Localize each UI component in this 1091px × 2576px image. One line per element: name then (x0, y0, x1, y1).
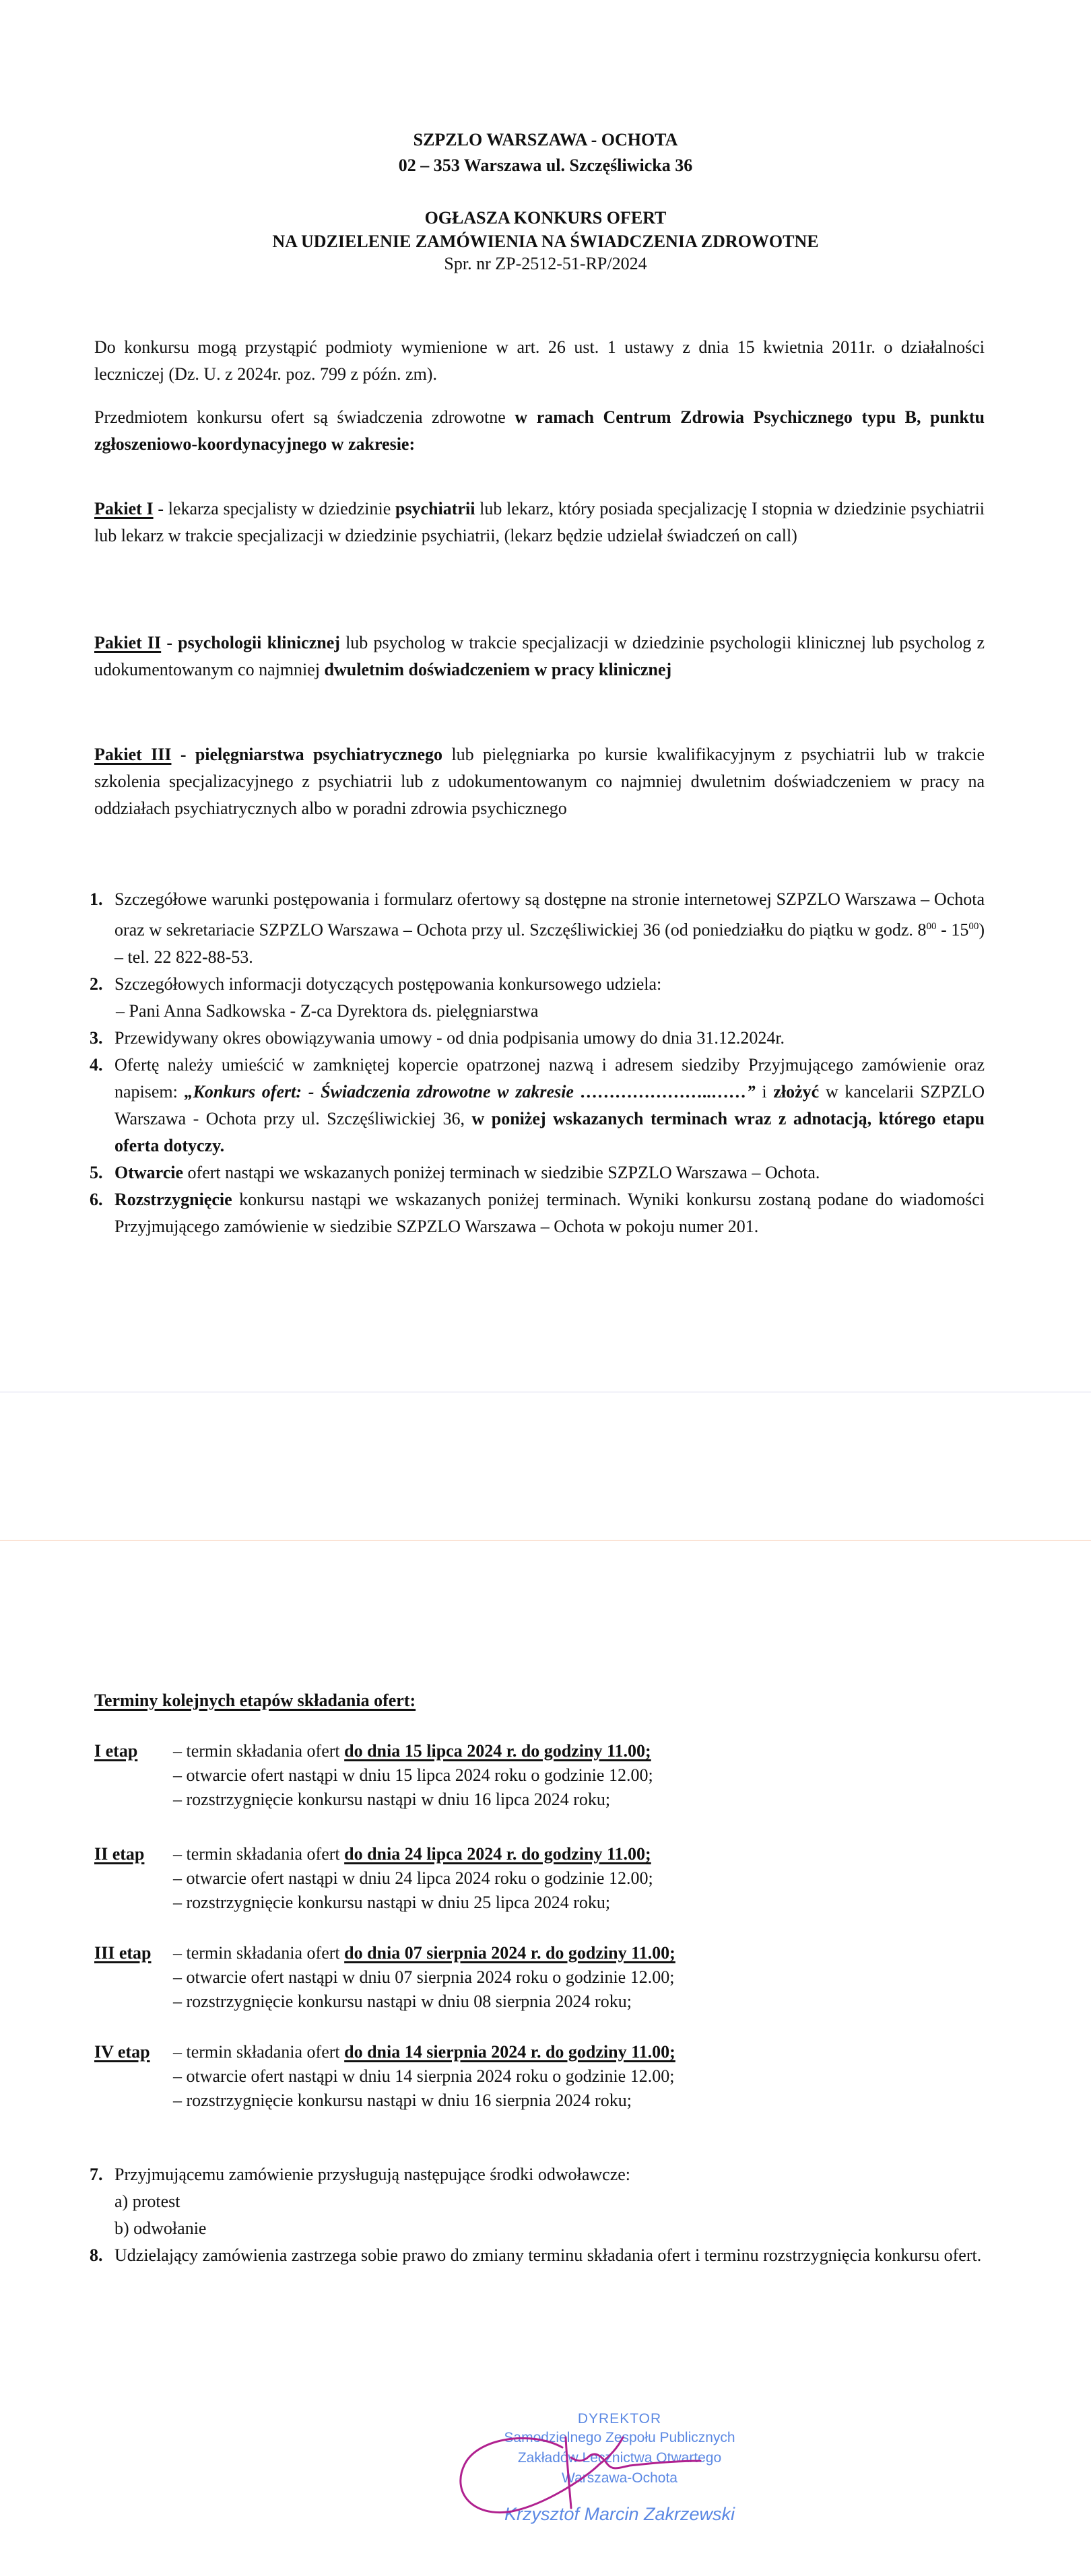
condition-6 (90, 1186, 985, 1240)
submission-deadline: do dnia 24 lipca 2024 r. do godziny 11.00; (344, 1844, 651, 1864)
package-2-separator: - (161, 633, 178, 652)
condition-number: 2. (90, 974, 103, 994)
package-1-text: lekarza specjalisty w dziedzinie (168, 499, 395, 518)
condition-text: Ofertę należy umieścić w zamkniętej kopercie opatrzonej nazwą i adresem siedziby Przyjmującego zamówienie oraz napisem: (114, 1054, 985, 1101)
condition-text: Przyjmującemu zamówienie przysługują następujące środki odwoławcze: (114, 2165, 631, 2184)
condition-7 (90, 2161, 985, 2242)
condition-number: 5. (90, 1162, 103, 1182)
appeal-option-appeal: b) odwołanie (114, 2218, 207, 2238)
stage-3 (94, 1941, 985, 2014)
condition-8 (90, 2242, 985, 2269)
package-1-specialty: psychiatrii (395, 499, 475, 518)
stamp-title: DYREKTOR (577, 2411, 662, 2427)
stamp-line: Warszawa-Ochota (562, 2470, 677, 2486)
stamp-line: Zakładów Lecznictwa Otwartego (517, 2450, 722, 2466)
condition-number: 6. (90, 1189, 103, 1209)
condition-text: - 15 (936, 920, 969, 940)
stage-label: II etap (94, 1844, 145, 1864)
case-number: Spr. nr ZP-2512-51-RP/2024 (444, 254, 647, 273)
condition-number: 7. (90, 2165, 103, 2184)
condition-number: 3. (90, 1027, 103, 1048)
condition-text: Udzielający zamówienia zastrzega sobie prawo do zmiany terminu składania ofert i terminu rozstrzygnięcia konkursu ofert. (114, 2245, 982, 2265)
hour-superscript: 00 (968, 921, 979, 932)
condition-number: 4. (90, 1054, 103, 1075)
announcement-title: OGŁASZA KONKURS OFERT (424, 208, 667, 228)
condition-1 (90, 886, 985, 971)
package-3-label: Pakiet III (94, 745, 172, 764)
condition-3 (90, 1025, 985, 1052)
organization-address: 02 – 353 Warszawa ul. Szczęśliwicka 36 (398, 156, 693, 175)
condition-4 (90, 1052, 985, 1159)
hour-superscript: 00 (926, 921, 937, 932)
package-3-specialty: pielęgniarstwa psychiatrycznego (195, 745, 443, 764)
package-2-experience: dwuletnim doświadczeniem w pracy klinicznej (324, 660, 672, 679)
subject-scope: w ramach Centrum Zdrowia Psychicznego typu B, punktu zgłoszeniowo-koordynacyjnego w zakresie: (94, 407, 985, 454)
stage-label: I etap (94, 1741, 138, 1761)
condition-5 (90, 1159, 985, 1186)
subject-text: Przedmiotem konkursu ofert są świadczenia zdrowotne (94, 407, 515, 427)
stage-label: III etap (94, 1943, 152, 1963)
submission-deadline: do dnia 14 sierpnia 2024 r. do godziny 11.00; (344, 2042, 675, 2062)
submission-note: w poniżej wskazanych terminach wraz z adnotacją, którego etapu oferta dotyczy. (114, 1108, 985, 1155)
contact-person: – Pani Anna Sadkowska - Z-ca Dyrektora ds. pielęgniarstwa (116, 1001, 539, 1021)
stamp-line: Samodzielnego Zespołu Publicznych (504, 2430, 735, 2445)
condition-text: ) – tel. 22 822-88-53. (114, 920, 985, 967)
opening-date: – otwarcie ofert nastąpi w dniu 15 lipca 2024 roku o godzinie 12.00; (173, 1765, 653, 1785)
package-3 (94, 741, 985, 822)
condition-keyword: Rozstrzygnięcie (114, 1189, 232, 1209)
subject-paragraph (94, 404, 985, 458)
stage-1 (94, 1739, 985, 1812)
stage-4 (94, 2040, 985, 2113)
stage-label: IV etap (94, 2042, 150, 2062)
condition-keyword: Otwarcie (114, 1162, 184, 1182)
condition-text: Szczegółowe warunki postępowania i formularz ofertowy są dostępne na stronie internetowej SZPZLO Warszawa – Ochota oraz w sekretariacie SZPZLO Warszawa – Ochota przy ul. Szczęśliwickiej 36 (od poniedziałku do piątku w godz. 8 (114, 889, 985, 940)
package-1-separator: - (153, 499, 168, 518)
submit-verb: złożyć (773, 1081, 820, 1101)
final-conditions-list (90, 2161, 985, 2269)
schedule-heading-text: Terminy kolejnych etapów składania ofert: (94, 1691, 416, 1710)
opening-date: – otwarcie ofert nastąpi w dniu 07 sierpnia 2024 roku o godzinie 12.00; (173, 1967, 675, 1987)
condition-text: i (755, 1081, 774, 1101)
submission-deadline: do dnia 07 sierpnia 2024 r. do godziny 11.00; (344, 1943, 675, 1963)
submission-prefix: – termin składania ofert (173, 1844, 345, 1864)
resolution-date: – rozstrzygnięcie konkursu nastąpi w dniu 16 lipca 2024 roku; (173, 1790, 611, 1809)
appeal-option-protest: a) protest (114, 2192, 180, 2211)
package-3-text: lub pielęgniarka po kursie kwalifikacyjnym z psychiatrii lub w trakcie szkolenia specjalizacyjnego z psychiatrii lub z udokumentowanym co najmniej dwuletnim doświadczeniem w pracy na oddziałach psychiatrycznych albo w poradni zdrowia psychicznego (94, 745, 985, 818)
package-3-separator: - (171, 745, 195, 764)
stamp-signatory: Krzysztof Marcin Zakrzewski (504, 2504, 735, 2524)
submission-deadline: do dnia 15 lipca 2024 r. do godziny 11.00; (344, 1741, 651, 1761)
condition-2 (90, 971, 985, 1025)
stage-2 (94, 1842, 985, 1915)
package-1-text-cont: lub lekarz, który posiada specjalizację I stopnia w dziedzinie psychiatrii lub lekarz w trakcie specjalizacji w dziedzinie psychiatrii, (lekarz będzie udzielał świadczeń on call) (94, 499, 985, 545)
condition-number: 8. (90, 2245, 103, 2265)
handwritten-signature-icon (451, 2424, 734, 2525)
submission-prefix: – termin składania ofert (173, 2042, 345, 2062)
organization-name: SZPZLO WARSZAWA - OCHOTA (413, 130, 678, 149)
condition-text: konkursu nastąpi we wskazanych poniżej terminach. Wyniki konkursu zostaną podane do wiadomości Przyjmującego zamówienie w siedzibie SZPZLO Warszawa – Ochota w pokoju numer 201. (114, 1189, 985, 1236)
package-2-specialty: psychologii klinicznej (178, 633, 340, 652)
package-1-label: Pakiet I (94, 499, 154, 518)
submission-prefix: – termin składania ofert (173, 1943, 345, 1963)
resolution-date: – rozstrzygnięcie konkursu nastąpi w dniu 08 sierpnia 2024 roku; (173, 1992, 632, 2011)
conditions-list (90, 886, 985, 1240)
package-2-label: Pakiet II (94, 633, 162, 652)
condition-text: Szczegółowych informacji dotyczących postępowania konkursowego udziela: (114, 974, 662, 994)
package-2-text: lub psycholog w trakcie specjalizacji w dziedzinie psychologii klinicznej lub psycholog z udokumentowanym co najmniej (94, 633, 985, 679)
page-break-line (0, 1540, 1091, 1541)
resolution-date: – rozstrzygnięcie konkursu nastąpi w dniu 25 lipca 2024 roku; (173, 1893, 611, 1912)
submission-prefix: – termin składania ofert (173, 1741, 345, 1761)
condition-text: w kancelarii SZPZLO Warszawa - Ochota przy ul. Szczęśliwickiej 36, (114, 1081, 985, 1128)
schedule-heading (94, 1689, 416, 1713)
package-1 (94, 496, 985, 549)
envelope-inscription: „Konkurs ofert: - Świadczenia zdrowotne w zakresie …………………..……” (184, 1081, 756, 1101)
package-2 (94, 630, 985, 683)
resolution-date: – rozstrzygnięcie konkursu nastąpi w dniu 16 sierpnia 2024 roku; (173, 2091, 632, 2110)
opening-date: – otwarcie ofert nastąpi w dniu 24 lipca 2024 roku o godzinie 12.00; (173, 1868, 653, 1888)
condition-text: Przewidywany okres obowiązywania umowy - od dnia podpisania umowy do dnia 31.12.2024r. (114, 1027, 785, 1048)
condition-text: ofert nastąpi we wskazanych poniżej terminach w siedzibie SZPZLO Warszawa – Ochota. (183, 1162, 820, 1182)
condition-number: 1. (90, 889, 103, 909)
announcement-subtitle: NA UDZIELENIE ZAMÓWIENIA NA ŚWIADCZENIA ZDROWOTNE (272, 232, 819, 251)
eligibility-paragraph: Do konkursu mogą przystąpić podmioty wymienione w art. 26 ust. 1 ustawy z dnia 15 kwietnia 2011r. o działalności leczniczej (Dz. U. z 2024r. poz. 799 z późn. zm). (94, 337, 985, 384)
opening-date: – otwarcie ofert nastąpi w dniu 14 sierpnia 2024 roku o godzinie 12.00; (173, 2066, 675, 2086)
